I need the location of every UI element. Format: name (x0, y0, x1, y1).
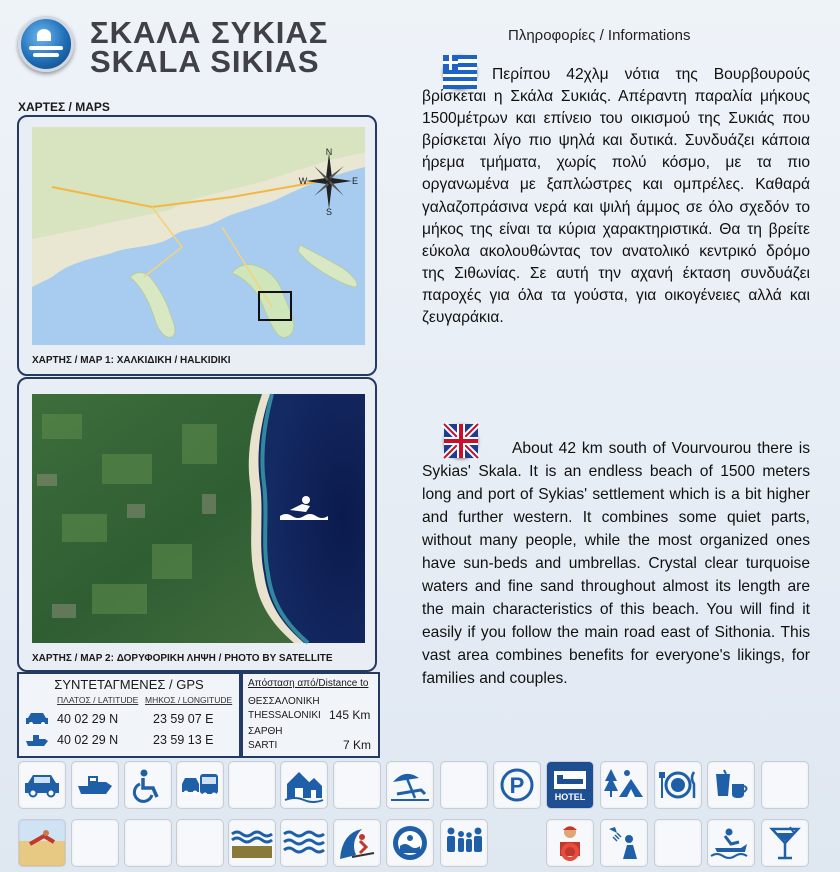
gps-car-lon: 23 59 07 E (153, 712, 214, 726)
amenity-shallow-water-icon[interactable] (228, 819, 276, 867)
compass-n-label: N (325, 147, 333, 157)
amenity-village-icon[interactable] (280, 761, 328, 809)
compass-s-label: S (325, 207, 333, 217)
amenity-boat-icon[interactable] (71, 761, 119, 809)
svg-text:P: P (509, 773, 525, 798)
page-title-greek: ΣΚΑΛΑ ΣΥΚΙΑΣ (90, 15, 329, 50)
page-title-english: SKALA SIKIAS (90, 44, 320, 79)
amenity-empty-tile (761, 761, 809, 809)
map1-panel (17, 115, 377, 376)
amenity-surfing-icon[interactable] (333, 819, 381, 867)
amenity-beach-umbrella-icon[interactable] (386, 761, 434, 809)
distance-sarti-km: 7 Km (343, 738, 372, 752)
amenity-empty-tile (654, 819, 702, 867)
satellite-photo-image[interactable] (32, 394, 365, 643)
distance-sarti-gr: ΣΑΡΘΗ (248, 726, 283, 737)
info-heading: Πληροφορίες / Informations (508, 27, 691, 44)
amenity-car-icon[interactable] (18, 761, 66, 809)
amenity-bus-icon[interactable] (176, 761, 224, 809)
amenity-blue-flag-icon[interactable] (386, 819, 434, 867)
halkidiki-map-image[interactable] (32, 127, 365, 345)
gps-box (17, 672, 241, 758)
maps-heading: ΧΑΡΤΕΣ / MAPS (18, 100, 110, 114)
amenity-empty-tile (71, 819, 119, 867)
amenity-empty-tile (228, 761, 276, 809)
latitude-label: ΠΛΑΤΟΣ / LATITUDE (57, 695, 139, 705)
amenity-restaurant-icon[interactable] (654, 761, 702, 809)
amenity-wheelchair-icon[interactable] (124, 761, 172, 809)
hotel-label: HOTEL (554, 792, 586, 802)
amenity-shower-icon[interactable] (600, 819, 648, 867)
compass-e-label: E (351, 176, 359, 186)
amenity-empty-tile (176, 819, 224, 867)
amenity-cafe-icon[interactable] (707, 761, 755, 809)
longitude-label: ΜΗΚΟΣ / LONGITUDE (145, 695, 233, 705)
amenity-jetski-icon[interactable] (707, 819, 755, 867)
amenity-waves-icon[interactable] (280, 819, 328, 867)
compass-w-label: W (298, 176, 308, 186)
distance-thessaloniki-km: 145 Km (329, 708, 371, 722)
map1-caption: ΧΑΡΤΗΣ / MAP 1: ΧΑΛΚΙΔΙΚΗ / HALKIDIKI (32, 355, 231, 366)
distance-thessaloniki-en: THESSALONIKI (248, 710, 321, 721)
amenity-parking-icon[interactable] (493, 761, 541, 809)
gps-boat-lat: 40 02 29 N (57, 733, 119, 747)
beach-logo-icon (18, 16, 74, 72)
map2-caption: ΧΑΡΤΗΣ / MAP 2: ΔΟΡΥΦΟΡΙΚΗ ΛΗΨΗ / PHOTO BY SATELLITE (32, 653, 333, 664)
amenity-lifeguard-icon[interactable] (546, 819, 594, 867)
boat-icon (25, 733, 49, 747)
gps-car-lat: 40 02 29 N (57, 712, 119, 726)
amenity-sand-beach-icon[interactable] (18, 819, 66, 867)
compass-icon (300, 147, 358, 215)
amenity-empty-tile (333, 761, 381, 809)
description-english: About 42 km south of Vourvourou there is Sykias' Skala. It is an endless beach of 1500 meters long and port of Sykias' settlement which is a bit higher and further western. It combines some quiet parts, without many people, while the most organized ones have sun-beds and umbrellas. Crystal clear turquoise waters and fine sand throughout almost its length are the main characteristics of this beach. You will find it easily if you follow the main road east of Sithonia. This vast area combines benefits for everyone's likings, for families and couples. (422, 440, 810, 687)
map2-panel (17, 377, 377, 672)
amenity-empty-tile (124, 819, 172, 867)
car-icon (25, 712, 49, 726)
gps-boat-lon: 23 59 13 E (153, 733, 214, 747)
distance-box (241, 672, 380, 758)
gps-heading: ΣΥΝΤΕΤΑΓΜΕΝΕΣ / GPS (54, 677, 204, 692)
amenity-empty-tile (440, 761, 488, 809)
amenity-hotel-icon[interactable] (546, 761, 594, 809)
distance-heading: Απόσταση από/Distance to (248, 678, 369, 689)
description-greek: Περίπου 42χλμ νότια της Βουρβουρούς βρίσκεται η Σκάλα Συκιάς. Απέραντη παραλία μήκους 1500μέτρων και επίνειο του οικισμού της Συκιάς που βρίσκεται λίγο πιο ψηλά και δυτικά. Συνδυάζει κάποια ήρεμα τμήματα, χωρίς πολύ κόσμο, με τα πιο οργανωμένα με ξαπλώστρες και ομπρέλες. Καθαρά γαλαζοπράσινα νερά και ψιλή άμμος σε όλο σχεδόν το μήκος της είναι τα κύρια χαρακτηριστικά. Θα τη βρείτε εύκολα ακολουθώντας τον ανατολικό κεντρικό δρόμο της Σιθωνίας. Σε αυτή την αχανή έκταση συνδυάζει παροχές για όλα τα γούστα, για οικογένειες αλλά και ζευγαράκια. (422, 66, 810, 327)
amenity-camping-icon[interactable] (600, 761, 648, 809)
amenity-bar-icon[interactable] (761, 819, 809, 867)
distance-sarti-en: SARTI (248, 740, 278, 751)
amenity-family-icon[interactable] (440, 819, 488, 867)
distance-thessaloniki-gr: ΘΕΣΣΑΛΟΝΙΚΗ (248, 696, 320, 707)
